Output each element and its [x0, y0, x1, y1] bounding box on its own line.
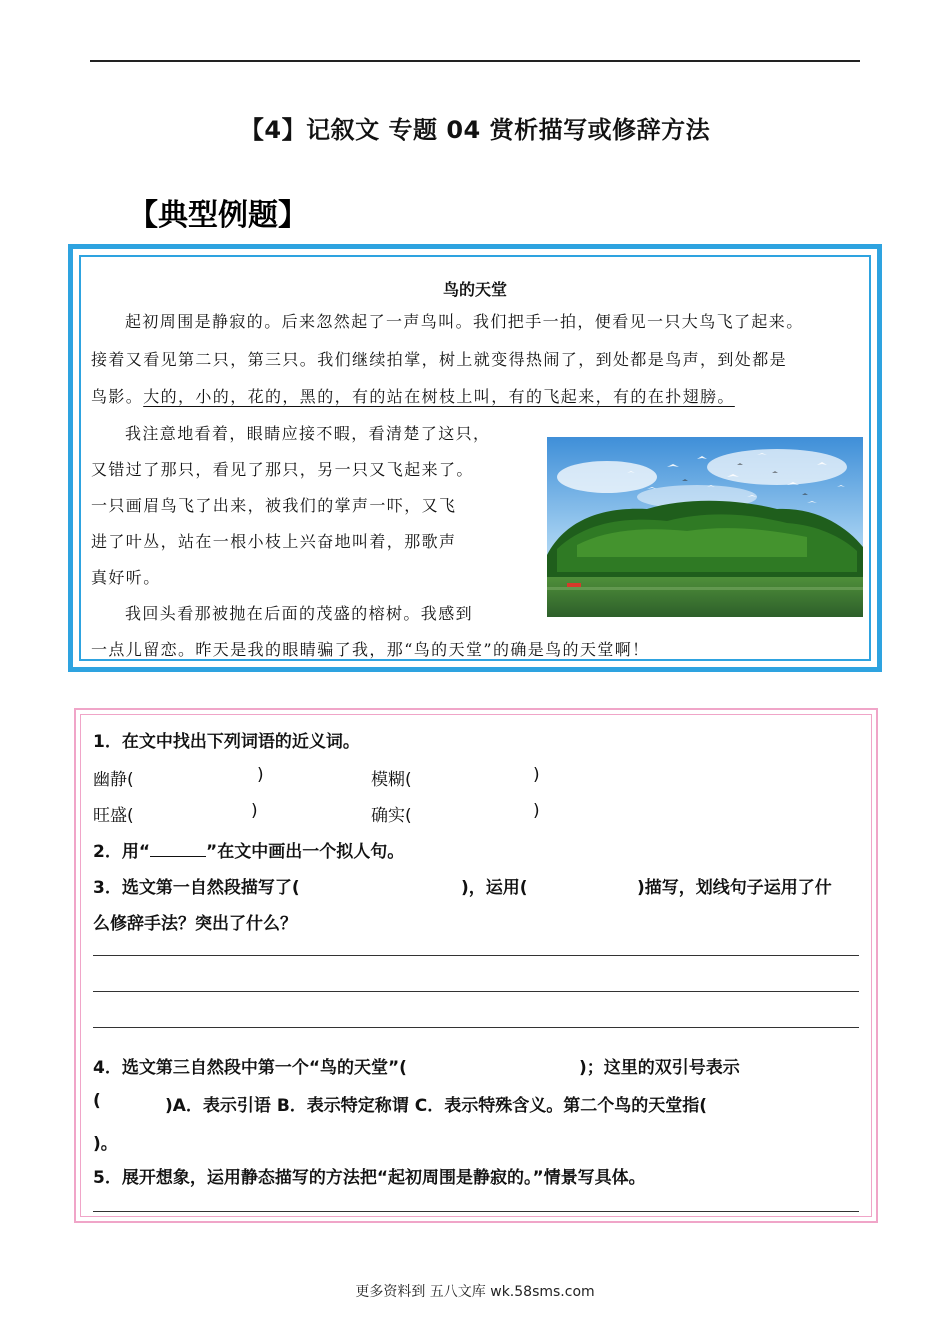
question-3-part: 么修辞手法？突出了什么？: [93, 914, 297, 934]
question-3-part: )，运用(: [461, 878, 528, 898]
synonym-item: 确实(: [371, 806, 412, 826]
answer-line: [93, 955, 859, 956]
paren-close: ): [533, 801, 540, 821]
passage-line: 进了叶丛，站在一根小枝上兴奋地叫着，那歌声: [91, 532, 457, 551]
synonym-word: 幽静(: [93, 770, 134, 790]
answer-line: [93, 1211, 859, 1212]
synonym-item: [93, 765, 134, 790]
passage-text-segment: 鸟影。: [91, 387, 144, 406]
top-rule: [90, 60, 860, 62]
underlined-sentence: 大的，小的，花的，黑的，有的站在树枝上叫，有的飞起来，有的在扑翅膀。: [143, 387, 735, 406]
questions-box-inner: [80, 714, 872, 1217]
passage-box: [68, 244, 882, 672]
synonym-item: 模糊(: [371, 770, 412, 790]
passage-line: 真好听。: [91, 568, 161, 587]
section-heading: 【典型例题】: [128, 198, 308, 233]
passage-line: 我注意地看着，眼睛应接不暇，看清楚了这只，: [125, 424, 491, 443]
paren-close: ): [257, 765, 264, 785]
question-3-part: )描写，划线句子运用了什: [637, 878, 832, 898]
question-2: [93, 837, 404, 862]
passage-line: [91, 384, 735, 407]
answer-line: [93, 991, 859, 992]
underline-sample: [150, 843, 206, 857]
questions-box: [74, 708, 878, 1223]
question-4-part: )。: [93, 1134, 118, 1154]
passage-line: 一点儿留恋。昨天是我的眼睛骗了我，那“鸟的天堂”的确是鸟的天堂啊！: [91, 640, 650, 659]
question-4: 4．选文第三自然段中第一个“鸟的天堂”(: [93, 1058, 407, 1078]
question-2-part: ”在文中画出一个拟人句。: [206, 842, 405, 862]
passage-title: 鸟的天堂: [442, 280, 507, 299]
answer-line: [93, 1027, 859, 1028]
question-5: 5．展开想象，运用静态描写的方法把“起初周围是静寂的。”情景写具体。: [93, 1168, 646, 1188]
passage-box-inner: [79, 255, 871, 661]
question-1: 1．在文中找出下列词语的近义词。: [93, 732, 360, 752]
footer-text: 更多资料到 五八文库 wk.58sms.com: [355, 1284, 595, 1300]
document-title: 【4】记叙文 专题 04 赏析描写或修辞方法: [239, 116, 711, 144]
passage-line: 一只画眉鸟飞了出来，被我们的掌声一吓，又飞: [91, 496, 457, 515]
paren-close: ): [251, 801, 258, 821]
paren-close: ): [533, 765, 540, 785]
passage-line: 起初周围是静寂的。后来忽然起了一声鸟叫。我们把手一拍，便看见一只大鸟飞了起来。: [125, 312, 804, 331]
question-4-part: )；这里的双引号表示: [579, 1058, 740, 1078]
question-4-part: (: [93, 1091, 101, 1111]
banyan-tree-photo: [547, 437, 863, 617]
synonym-item: 旺盛(: [93, 806, 134, 826]
passage-line: 我回头看那被抛在后面的茂盛的榕树。我感到: [125, 604, 474, 623]
question-4-part: )A．表示引语 B．表示特定称谓 C．表示特殊含义。第二个鸟的天堂指(: [165, 1096, 707, 1116]
question-2-part: 2．用“: [93, 842, 151, 862]
passage-line: 又错过了那只，看见了那只，另一只又飞起来了。: [91, 460, 474, 479]
passage-line: 接着又看见第二只，第三只。我们继续拍掌，树上就变得热闹了，到处都是鸟声，到处都是: [91, 350, 788, 369]
question-3: 3．选文第一自然段描写了(: [93, 878, 300, 898]
